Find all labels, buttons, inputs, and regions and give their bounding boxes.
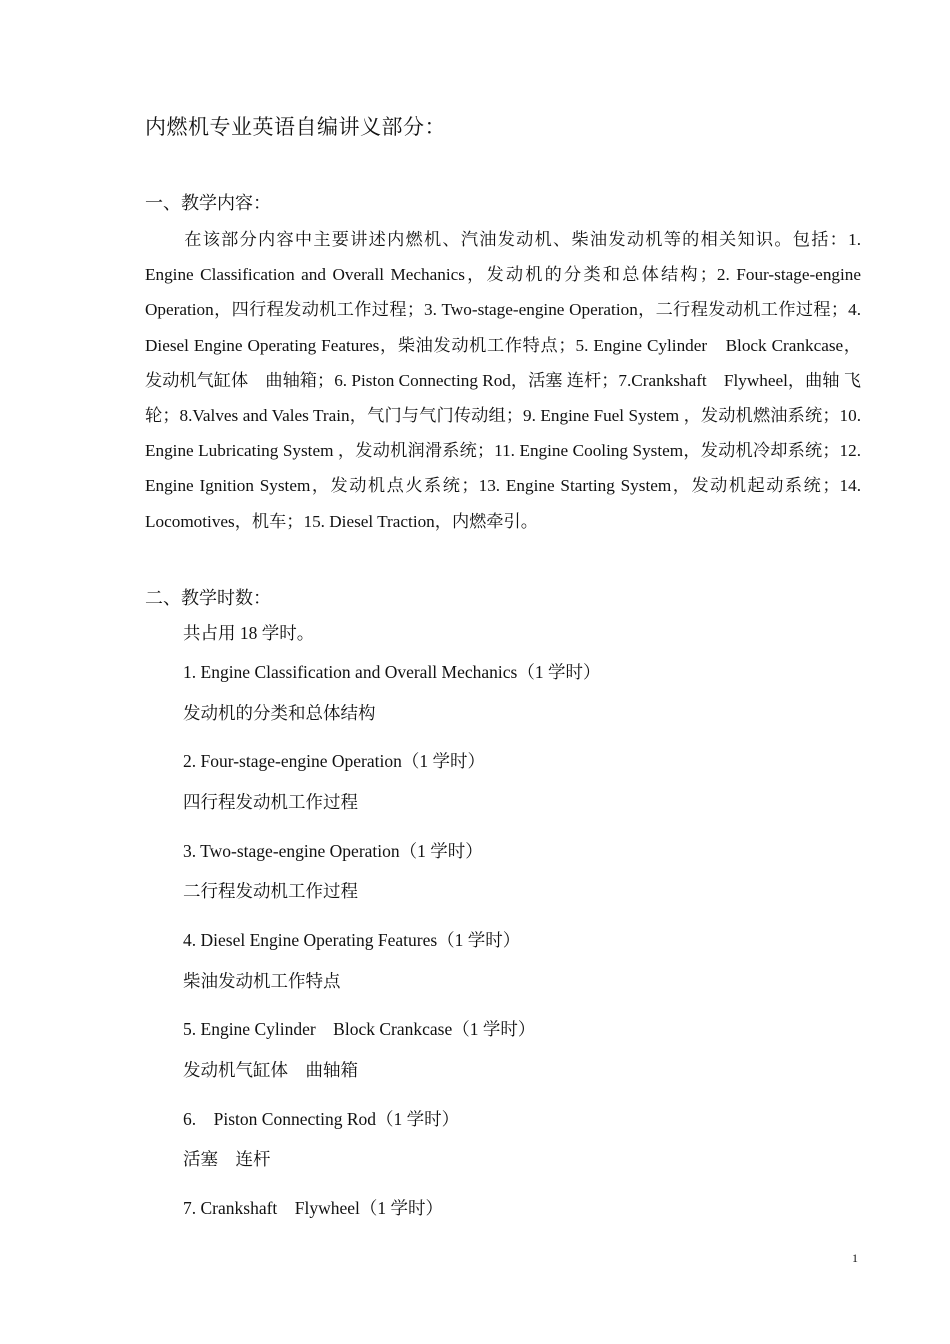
lesson-7-title: 7. Crankshaft Flywheel（1 学时）: [183, 1198, 444, 1218]
lesson-2-title: 2. Four-stage-engine Operation（1 学时）: [183, 751, 485, 771]
lesson-6-title: 6. Piston Connecting Rod（1 学时）: [183, 1109, 460, 1129]
lesson-3-title: 3. Two-stage-engine Operation（1 学时）: [183, 841, 483, 861]
lesson-1-title: 1. Engine Classification and Overall Mechanics（1 学时）: [183, 662, 601, 682]
section-content-text: 在该部分内容中主要讲述内燃机、汽油发动机、柴油发动机等的相关知识。包括：1. Engine Classification and Overall Mechanics，发动机的分类和总体结构；2. Four-stage-engine Operation，四行程发动机工作过程；3. Two-stage-engine Operation，二行程发动机工作过程；4. Diesel Engine Operating Features，柴油发动机工作特点；5. Engine Cylinder Block Crankcase，发动机气缸体 曲轴箱；6. Piston Connecting Rod，活塞 连杆；7.Crankshaft Flywheel，曲轴 飞轮；8.Valves and Vales Train，气门与气门传动组；9. Engine Fuel System ，发动机燃油系统；10. Engine Lubricating System ，发动机润滑系统；11. Engine Cooling System，发动机冷却系统；12. Engine Ignition System，发动机点火系统；13. Engine Starting System，发动机起动系统；14. Locomotives，机车；15. Diesel Traction，内燃牵引。: [145, 230, 861, 531]
section-heading-hours: 二、教学时数：: [145, 588, 271, 608]
lesson-4-title: 4. Diesel Engine Operating Features（1 学时）: [183, 930, 521, 950]
lesson-3-subtitle: 二行程发动机工作过程: [183, 881, 358, 901]
total-hours-text: 共占用 18 学时。: [183, 623, 315, 643]
lesson-5-subtitle: 发动机气缸体 曲轴箱: [183, 1060, 358, 1080]
lesson-6-subtitle: 活塞 连杆: [183, 1149, 271, 1169]
page-number: 1: [852, 1251, 858, 1265]
lesson-5-title: 5. Engine Cylinder Block Crankcase（1 学时）: [183, 1019, 536, 1039]
section-heading-content: 一、教学内容：: [145, 193, 271, 213]
document-title: 内燃机专业英语自编讲义部分：: [145, 115, 446, 139]
lesson-4-subtitle: 柴油发动机工作特点: [183, 971, 341, 991]
lesson-1-subtitle: 发动机的分类和总体结构: [183, 703, 376, 723]
section-content-body: [145, 222, 861, 539]
lesson-2-subtitle: 四行程发动机工作过程: [183, 792, 358, 812]
